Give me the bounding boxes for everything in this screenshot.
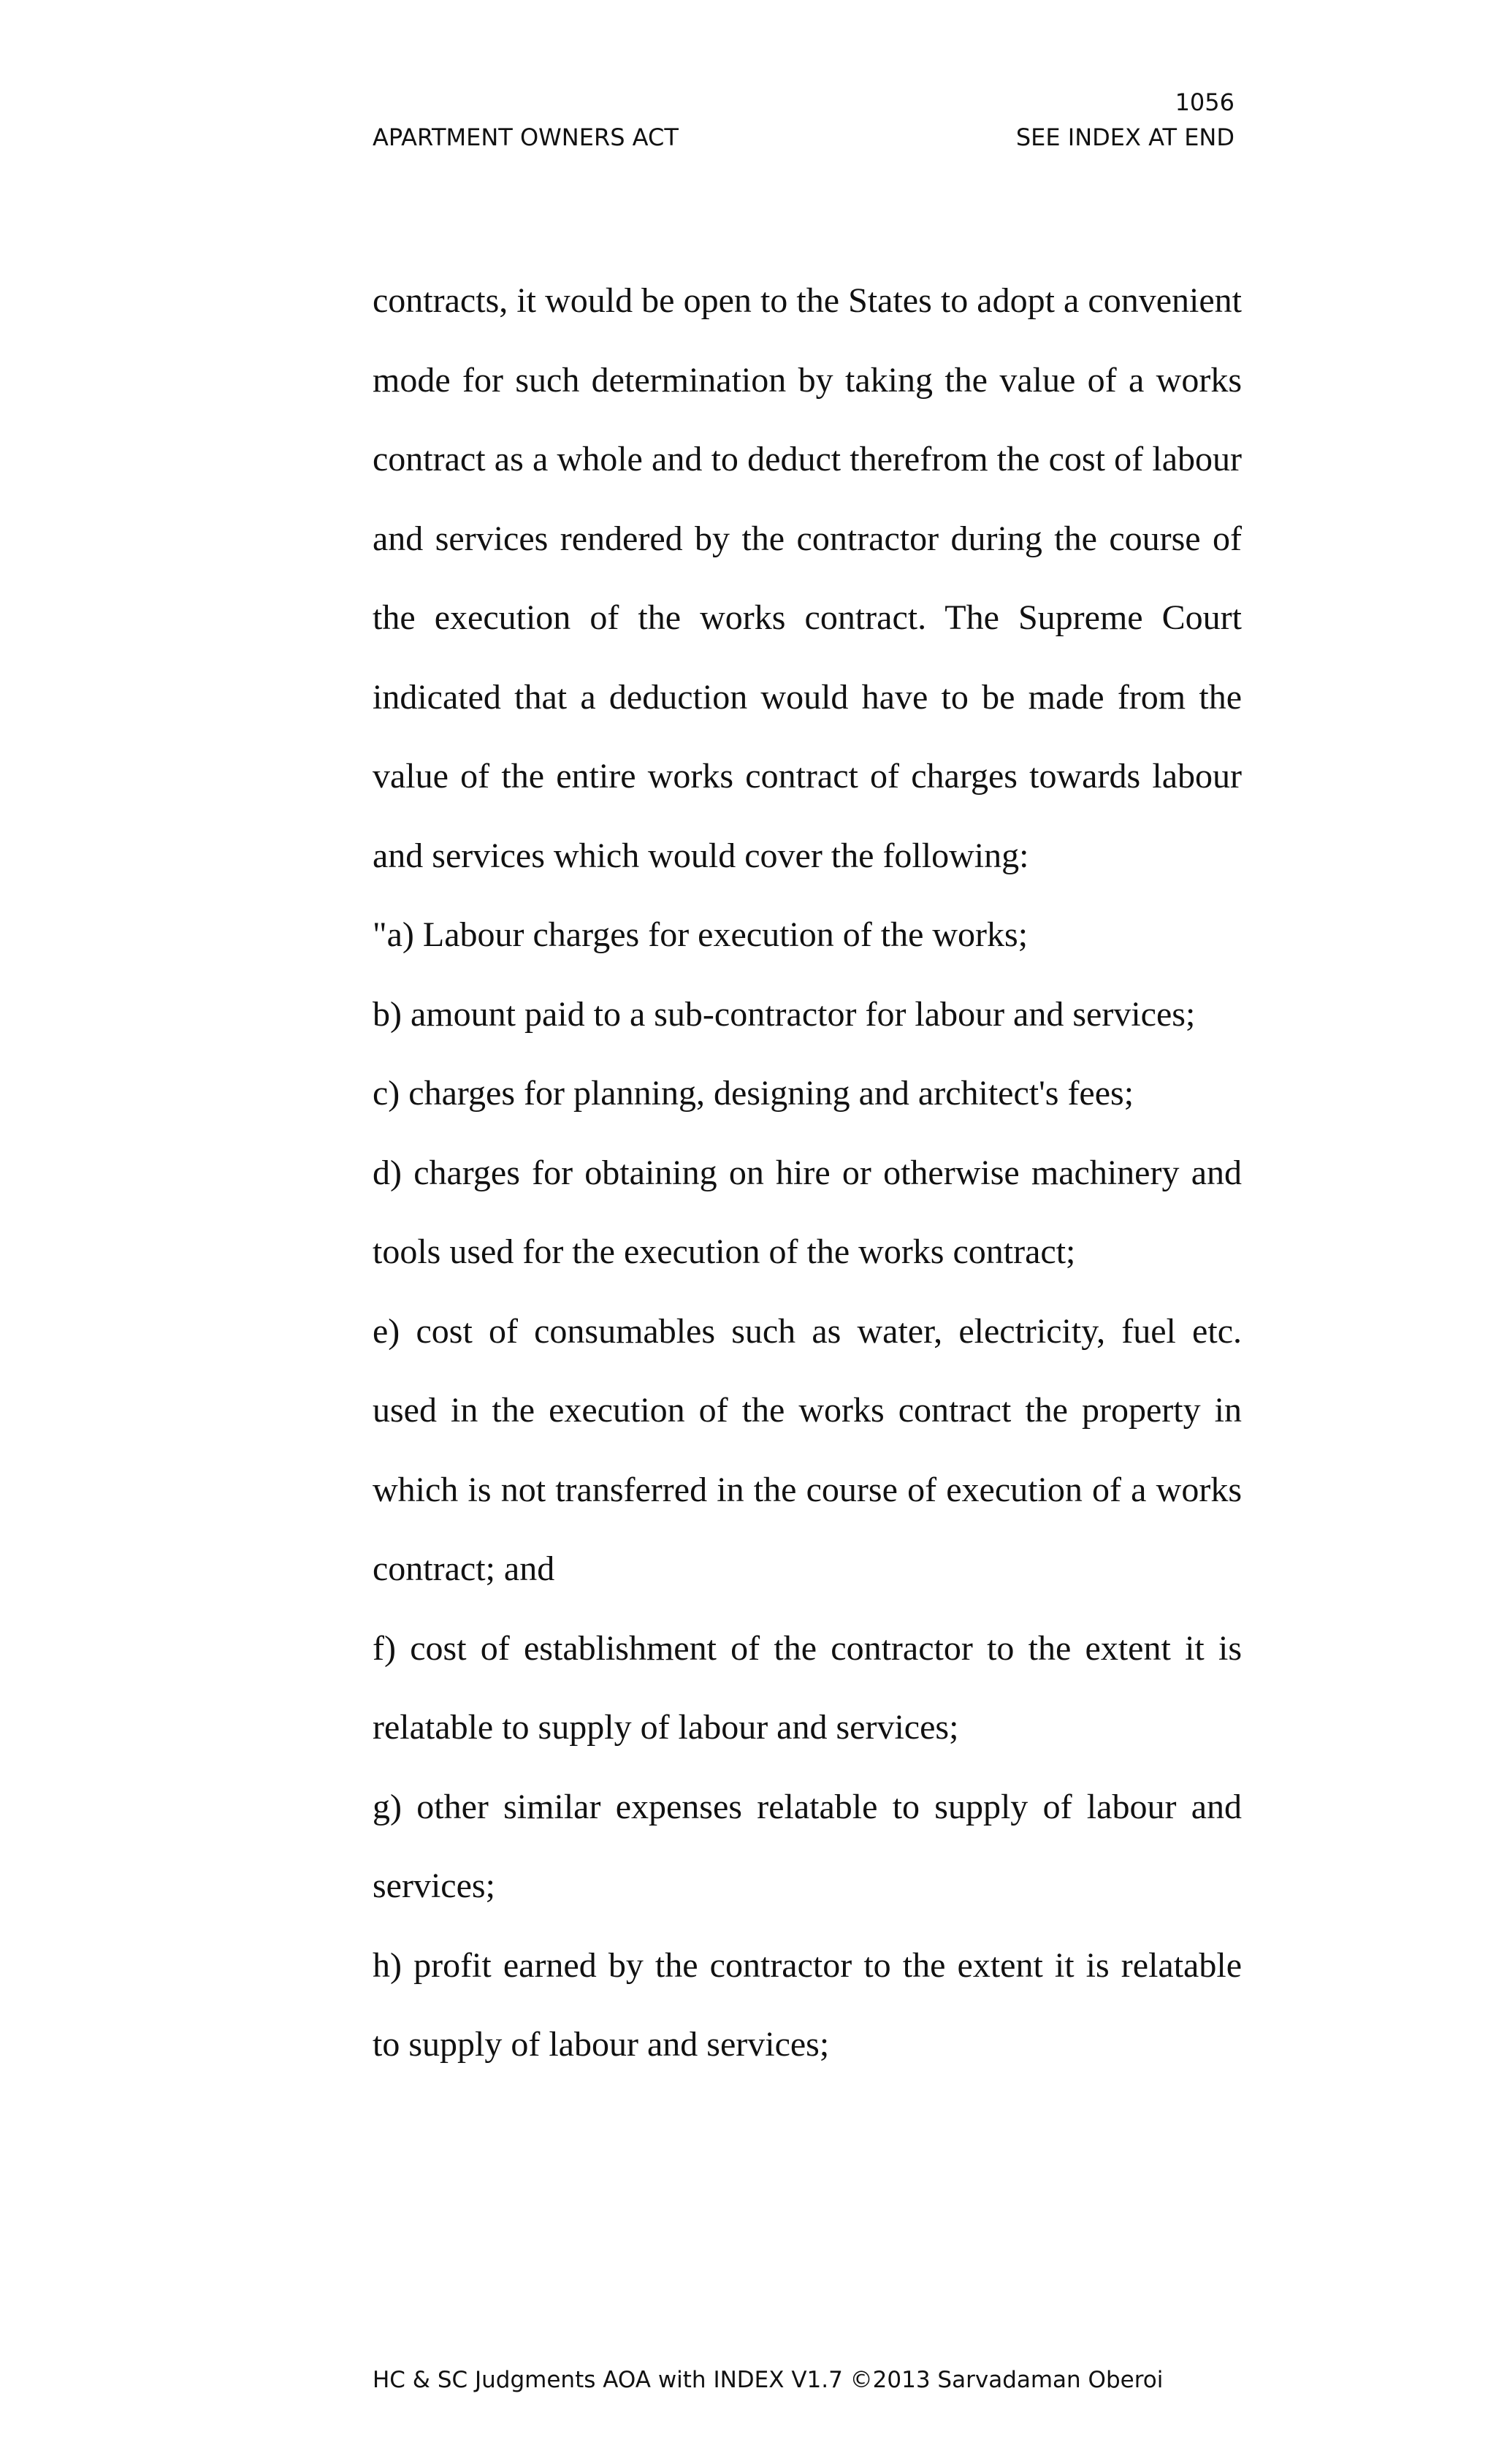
list-item-d: d) charges for obtaining on hire or otherwise machinery and tools used for the execution of the works contract; bbox=[373, 1153, 1242, 1271]
list-item-f: f) cost of establishment of the contractor to the extent it is relatable to supply of labour and services; bbox=[373, 1628, 1242, 1747]
page-footer: HC & SC Judgments AOA with INDEX V1.7 ©2013 Sarvadaman Oberoi bbox=[373, 2367, 1164, 2393]
list-item-g: g) other similar expenses relatable to supply of labour and services; bbox=[373, 1787, 1242, 1905]
page-number: 1056 bbox=[1175, 88, 1234, 116]
list-item-e: e) cost of consumables such as water, electricity, fuel etc. used in the execution of the works contract the property in which is not transferred in the course of execution of a works contract; and bbox=[373, 1311, 1242, 1588]
running-header-title: APARTMENT OWNERS ACT bbox=[373, 123, 679, 151]
body-paragraph: contracts, it would be open to the States to adopt a convenient mode for such determination by taking the value of a works contract as a whole and to deduct therefrom the cost of labour and services rendered by the contractor during the course of the execution of the works contract. The Supreme Court indicated that a deduction would have to be made from the value of the entire works contract of charges towards labour and services which would cover the following: bbox=[373, 281, 1242, 875]
list-item-b: b) amount paid to a sub-contractor for labour and services; bbox=[373, 994, 1196, 1034]
list-item-h: h) profit earned by the contractor to the extent it is relatable to supply of labour and services; bbox=[373, 1945, 1242, 2064]
running-header-index-note: SEE INDEX AT END bbox=[1015, 123, 1234, 151]
document-body bbox=[373, 262, 1242, 2085]
list-item-c: c) charges for planning, designing and architect's fees; bbox=[373, 1074, 1134, 1113]
list-item-a: "a) Labour charges for execution of the works; bbox=[373, 915, 1028, 954]
